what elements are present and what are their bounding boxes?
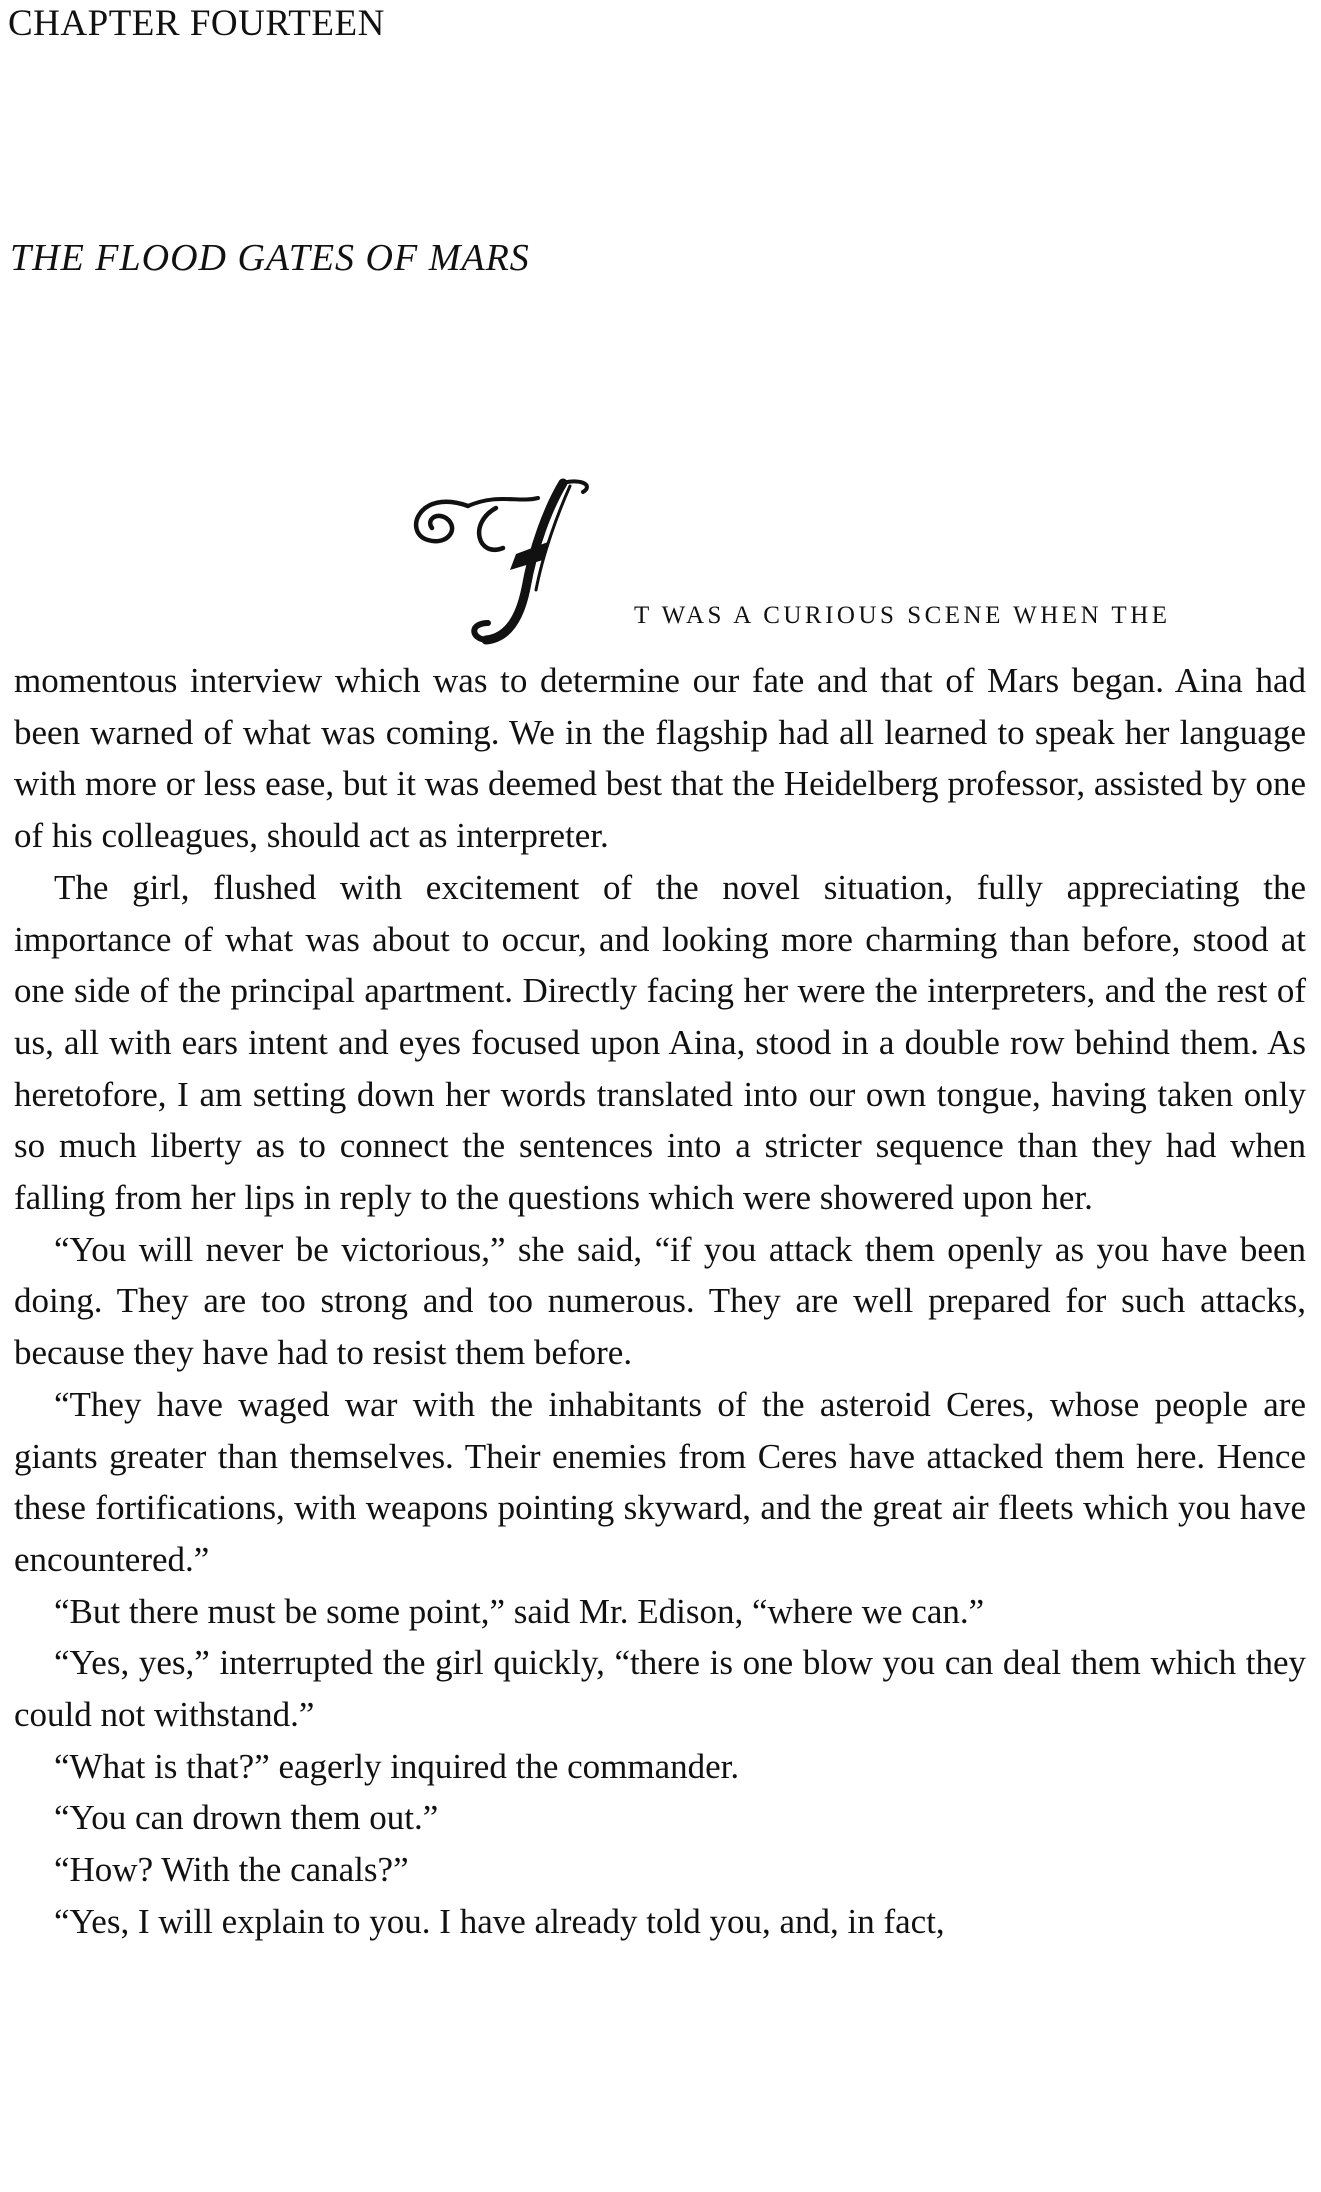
paragraph: “You can drown them out.” [54, 1798, 439, 1838]
decorative-initial-i [398, 478, 613, 648]
paragraph: momentous interview which was to determine our fate and that of Mars began. Aina had been warned of what was coming. We in the flagship had all learned to speak her language with more or less ease, but it was deemed best that the Heidelberg professor, assisted by one of his colleagues, should act as interpreter. [14, 661, 1306, 856]
chapter-body [14, 655, 1306, 1948]
paragraph: “They have waged war with the inhabitants of the asteroid Ceres, whose people are giants greater than themselves. Their enemies from Ceres have attacked them here. Hence these fortifications, with weapons pointing skyward, and the great air fleets which you have encountered.” [14, 1384, 1306, 1579]
chapter-title: THE FLOOD GATES OF MARS [10, 237, 530, 279]
paragraph: “Yes, yes,” interrupted the girl quickly, “there is one blow you can deal them which they could not withstand.” [14, 1643, 1306, 1735]
opening-small-caps: T WAS A CURIOUS SCENE WHEN THE [634, 602, 1171, 629]
paragraph: “How? With the canals?” [54, 1850, 409, 1890]
chapter-label: CHAPTER FOURTEEN [8, 3, 385, 44]
paragraph: “But there must be some point,” said Mr. Edison, “where we can.” [54, 1591, 985, 1631]
paragraph: The girl, flushed with excitement of the novel situation, fully appreciating the importance of what was about to occur, and looking more charming than before, stood at one side of the principal apartment. Directly facing her were the interpreters, and the rest of us, all with ears intent and eyes focused upon Aina, stood in a double row behind them. As heretofore, I am setting down her words translated into our own tongue, having taken only so much liberty as to connect the sentences into a stricter sequence than they had when falling from her lips in reply to the questions which were showered upon her. [14, 867, 1306, 1218]
paragraph: “What is that?” eagerly inquired the commander. [54, 1746, 740, 1786]
paragraph: “You will never be victorious,” she said, “if you attack them openly as you have been doing. They are too strong and too numerous. They are well prepared for such attacks, because they have had to resist them before. [14, 1229, 1306, 1373]
paragraph: “Yes, I will explain to you. I have already told you, and, in fact, [54, 1901, 945, 1941]
